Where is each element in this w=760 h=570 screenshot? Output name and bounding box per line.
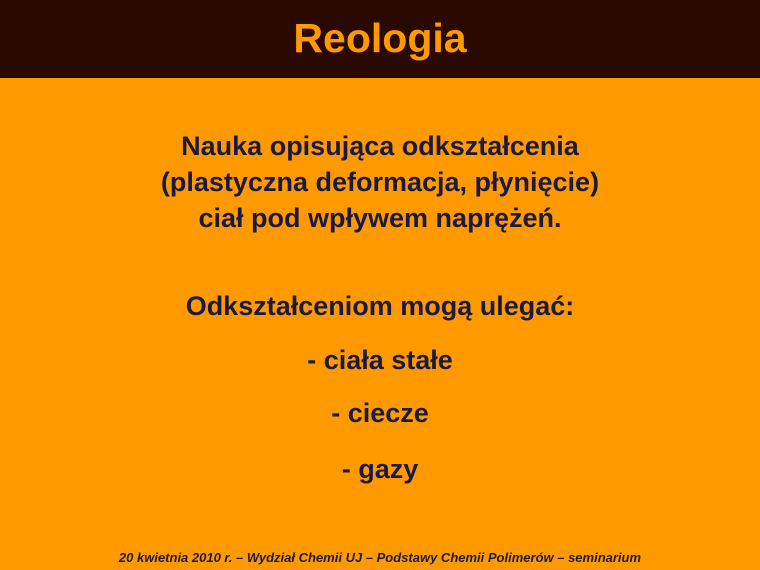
title-bar bbox=[0, 0, 760, 78]
definition-text bbox=[0, 128, 760, 236]
footer: 20 kwietnia 2010 r. – Wydział Chemii UJ – Podstawy Chemii Polimerów – seminarium bbox=[118, 550, 642, 565]
list-item: - ciała stałe bbox=[307, 345, 453, 375]
list-item: - gazy bbox=[341, 454, 419, 484]
list-item: - ciecze bbox=[331, 398, 429, 428]
slide-title: Reologia bbox=[293, 15, 467, 61]
subheading: Odkształceniom mogą ulegać: bbox=[185, 291, 575, 321]
definition-line: Nauka opisująca odkształcenia bbox=[181, 131, 579, 161]
definition-line: (plastyczna deformacja, płynięcie) bbox=[160, 167, 600, 197]
definition-line: ciał pod wpływem naprężeń. bbox=[198, 203, 562, 233]
